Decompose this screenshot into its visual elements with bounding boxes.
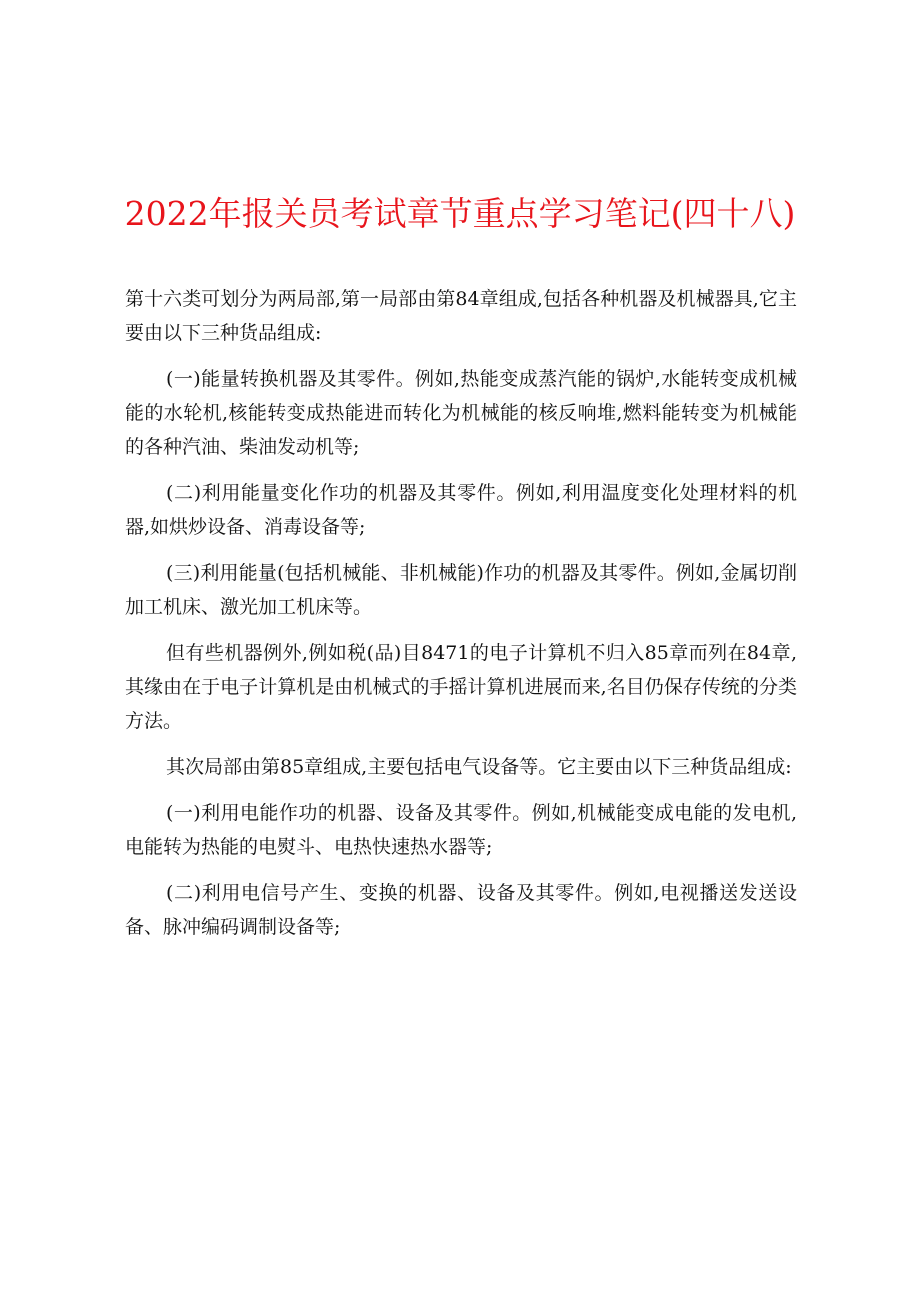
- paragraph: 第十六类可划分为两局部,第一局部由第84章组成,包括各种机器及机械器具,它主要由以下三种货品组成:: [125, 288, 797, 344]
- paragraph: (二)利用电信号产生、变换的机器、设备及其零件。例如,电视播送发送设备、脉冲编码调制设备等;: [125, 882, 797, 938]
- paragraph: (一)利用电能作功的机器、设备及其零件。例如,机械能变成电能的发电机,电能转为热能的电熨斗、电热快速热水器等;: [125, 802, 797, 858]
- paragraph: (二)利用能量变化作功的机器及其零件。例如,利用温度变化处理材料的机器,如烘炒设备、消毒设备等;: [125, 482, 797, 538]
- document-title: 2022年报关员考试章节重点学习笔记(四十八): [124, 194, 796, 233]
- paragraph: 其次局部由第85章组成,主要包括电气设备等。它主要由以下三种货品组成:: [166, 756, 792, 778]
- document-body: [125, 282, 797, 956]
- paragraph: 但有些机器例外,例如税(品)目8471的电子计算机不归入85章而列在84章,其缘由在于电子计算机是由机械式的手摇计算机进展而来,名目仍保存传统的分类方法。: [125, 642, 797, 732]
- paragraph: (一)能量转换机器及其零件。例如,热能变成蒸汽能的锅炉,水能转变成机械能的水轮机,核能转变成热能进而转化为机械能的核反响堆,燃料能转变为机械能的各种汽油、柴油发动机等;: [125, 368, 797, 458]
- paragraph: (三)利用能量(包括机械能、非机械能)作功的机器及其零件。例如,金属切削加工机床、激光加工机床等。: [125, 562, 797, 618]
